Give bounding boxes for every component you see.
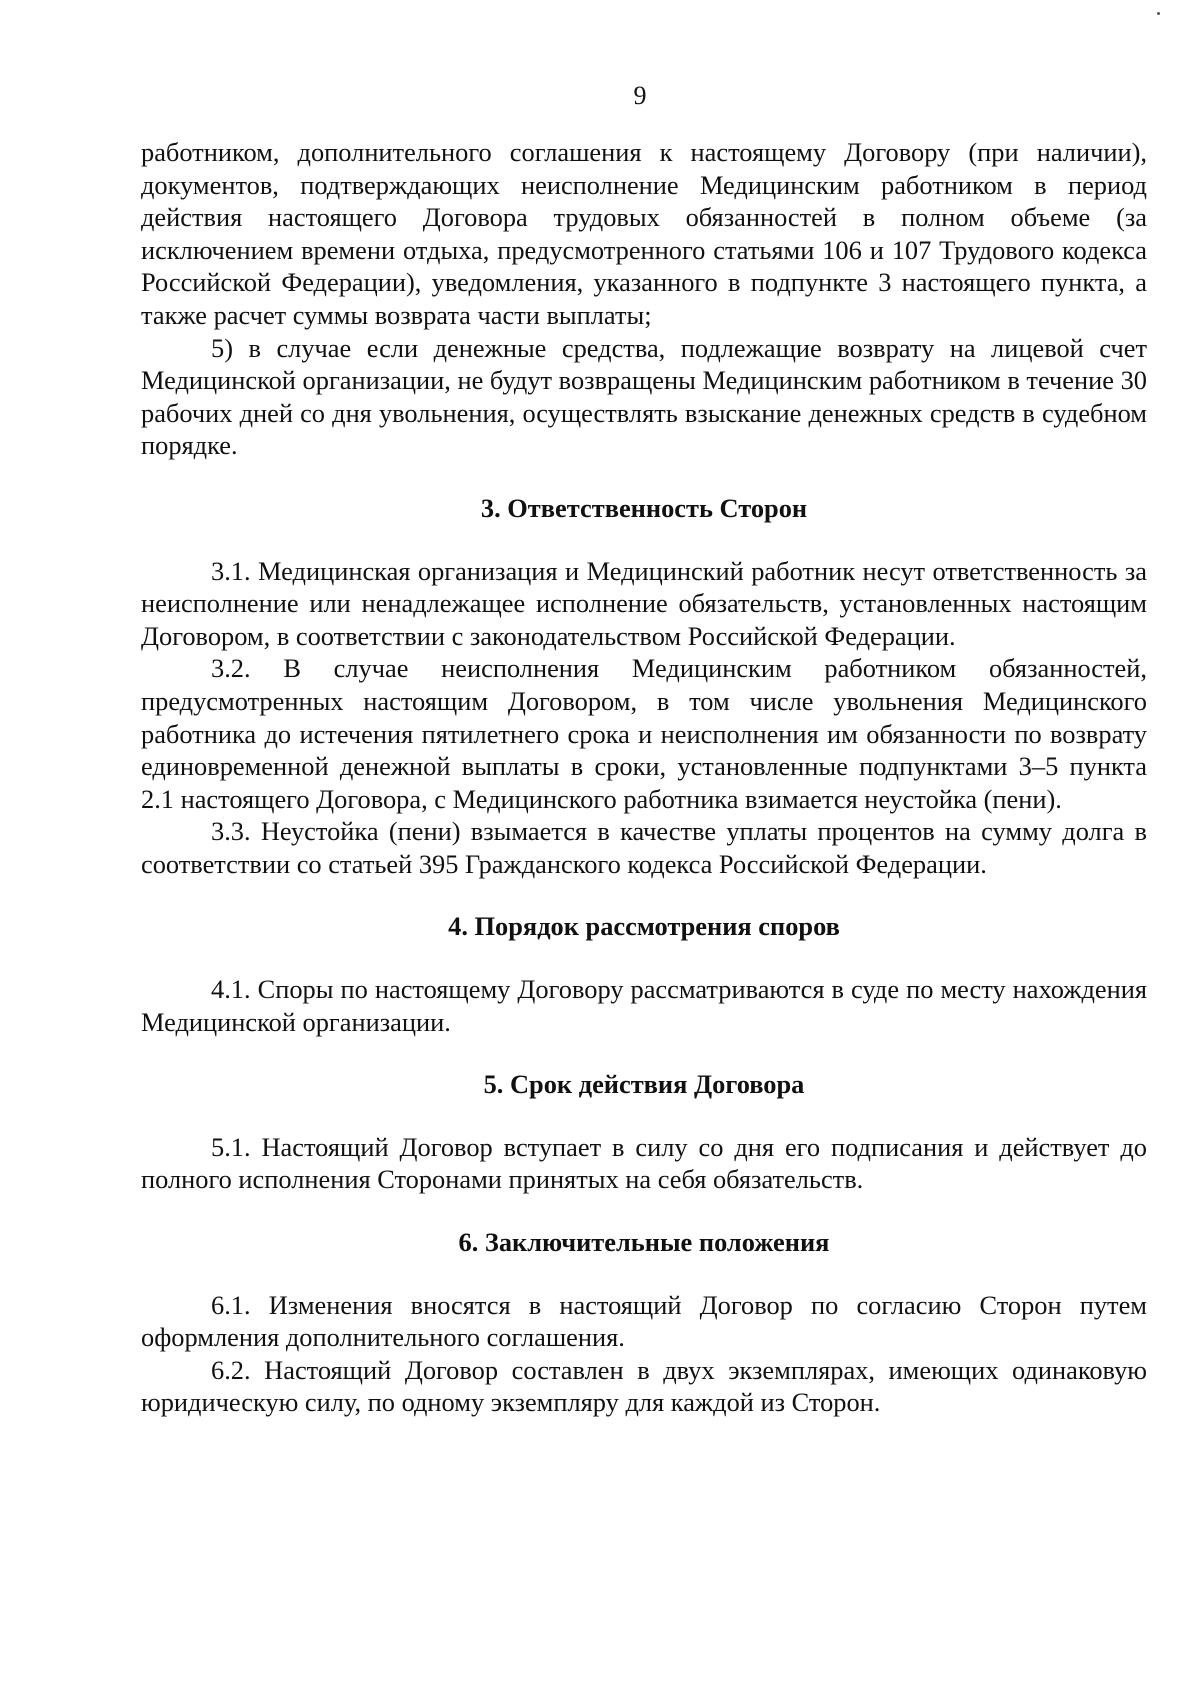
clause-3-3: 3.3. Неустойка (пени) взымается в качестве уплаты процентов на сумму долга в соответствии со статьей 395 Гражданского кодекса Российской Федерации. bbox=[141, 816, 1147, 879]
section-5-heading: 5. Срок действия Договора bbox=[483, 1069, 805, 1100]
clause-6-1: 6.1. Изменения вносятся в настоящий Договор по согласию Сторон путем оформления дополнительного соглашения. bbox=[141, 1289, 1147, 1353]
document-body bbox=[141, 136, 1147, 1419]
paragraph-continuation: работником, дополнительного соглашения к настоящему Договору (при наличии), документов, подтверждающих неисполнение Медицинским работником в период действия настоящего Договора трудовых обязанностей в полном объеме (за исключением времени отдыха, предусмотренного статьями 106 и 107 Трудового кодекса Российской Федерации), уведомления, указанного в подпункте 3 настоящего пункта, а также расчет суммы возврата части выплаты; bbox=[141, 137, 1147, 330]
clause-4-1: 4.1. Споры по настоящему Договору рассматриваются в суде по месту нахождения Медицинской организации. bbox=[141, 974, 1147, 1037]
section-6-heading: 6. Заключительные положения bbox=[458, 1227, 830, 1258]
section-4-heading: 4. Порядок рассмотрения споров bbox=[448, 911, 840, 942]
page-number: 9 bbox=[633, 81, 647, 110]
clause-3-1: 3.1. Медицинская организация и Медицинский работник несут ответственность за неисполнение или ненадлежащее исполнение обязательств, установленных настоящим Договором, в соответствии с законодательством Российской Федерации. bbox=[141, 555, 1147, 651]
section-3-heading: 3. Ответственность Сторон bbox=[480, 492, 808, 523]
paragraph-subitem-5: 5) в случае если денежные средства, подлежащие возврату на лицевой счет Медицинской организации, не будут возвращены Медицинским работником в течение 30 рабочих дней со дня увольнения, осуществлять взыскание денежных средств в судебном порядке. bbox=[141, 332, 1147, 461]
scan-dot bbox=[1157, 12, 1160, 15]
clause-3-2: 3.2. В случае неисполнения Медицинским работником обязанностей, предусмотренных настоящим Договором, в том числе увольнения Медицинского работника до истечения пятилетнего срока и неисполнения им обязанности по возврату единовременной денежной выплаты в сроки, установленные подпунктами 3–5 пункта 2.1 настоящего Договора, с Медицинского работника взимается неустойка (пени). bbox=[141, 653, 1147, 814]
clause-6-2: 6.2. Настоящий Договор составлен в двух экземплярах, имеющих одинаковую юридическую силу, по одному экземпляру для каждой из Сторон. bbox=[141, 1354, 1147, 1418]
clause-5-1: 5.1. Настоящий Договор вступает в силу со дня его подписания и действует до полного исполнения Сторонами принятых на себя обязательств. bbox=[141, 1131, 1147, 1195]
